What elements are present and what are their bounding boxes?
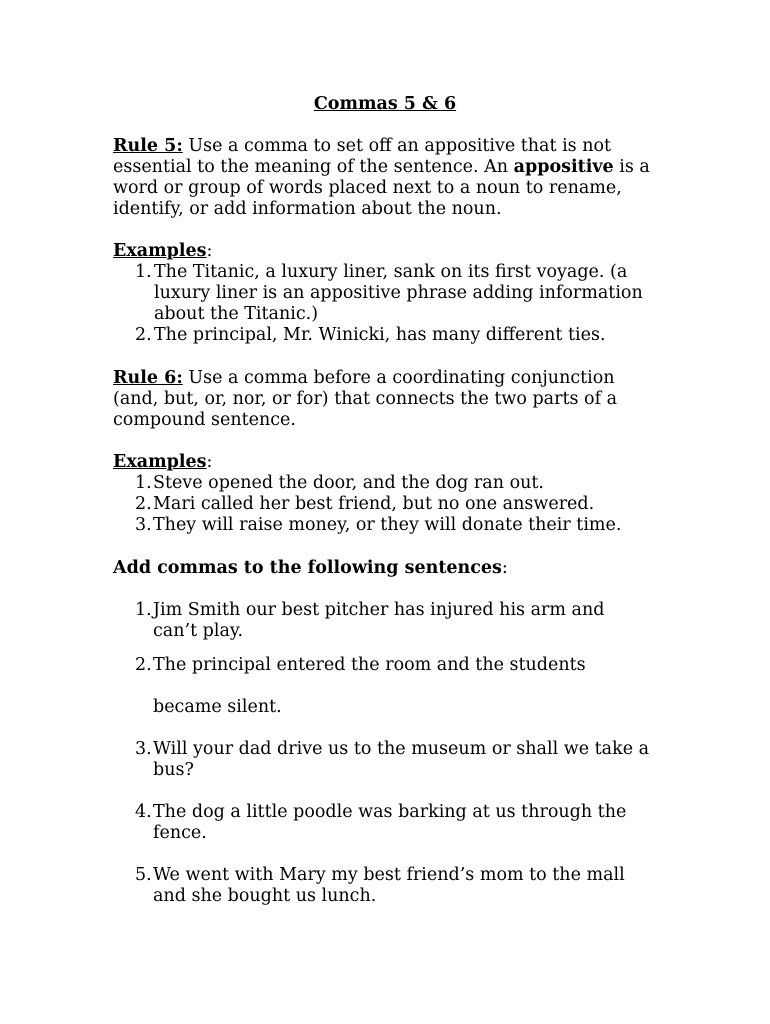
rule-5-text-before: Use a comma to set off an appositive that is not essential to the meaning of the sentence. An [113,136,612,177]
item-number: 4. [135,802,152,822]
exercise-item [113,600,653,642]
item-text: Jim Smith our best pitcher has injured his arm and can’t play. [153,600,605,641]
rule-5-label: Rule 5: [113,136,183,156]
rule-5-paragraph [113,136,653,220]
exercise-heading-text: Add commas to the following sentences [113,558,502,578]
examples-1-heading [113,241,653,262]
exercise-item [113,865,653,907]
list-item [113,515,653,536]
item-number: 1. [135,262,152,282]
examples-2-list [113,473,653,536]
item-number: 1. [135,600,152,620]
item-text: Mari called her best friend, but no one answered. [153,494,595,514]
item-number: 2. [135,494,152,514]
rule-5-text-after: is a word or group of words placed next to a noun to rename, identify, or add information about the noun. [113,157,650,219]
item-text: The Titanic, a luxury liner, sank on its first voyage. (a luxury liner is an appositive phrase adding information about the Titanic.) [154,262,643,324]
item-text: Will your dad drive us to the museum or shall we take a bus? [153,739,650,780]
item-number: 2. [135,325,152,345]
list-item [113,325,653,346]
examples-2-section [113,452,653,536]
item-number: 2. [135,655,152,675]
item-text: The principal, Mr. Winicki, has many different ties. [154,325,606,345]
examples-1-section [113,241,653,346]
rule-6-text: Use a comma before a coordinating conjunction (and, but, or, nor, or for) that connects the two parts of a compound sentence. [113,368,618,430]
list-item [113,262,653,325]
exercise-list [113,600,653,907]
exercise-heading [113,558,653,579]
examples-2-label: Examples [113,452,207,472]
appositive-term: appositive [513,157,614,177]
examples-1-label: Examples [113,241,207,261]
item-number: 1. [135,473,152,493]
exercise-item [113,739,653,781]
exercise-heading-colon: : [501,558,508,578]
examples-2-colon: : [206,452,213,472]
item-number: 3. [135,515,152,535]
exercise-item [113,802,653,844]
examples-1-colon: : [206,241,213,261]
item-number: 5. [135,865,152,885]
item-text: Steve opened the door, and the dog ran out. [153,473,544,493]
item-text-continued: became silent. [153,697,282,717]
examples-2-heading [113,452,653,473]
examples-1-list [113,262,653,346]
item-text: We went with Mary my best friend’s mom to the mall and she bought us lunch. [153,865,625,906]
list-item [113,473,653,494]
page-title: Commas 5 & 6 [313,94,457,114]
item-text: The principal entered the room and the students [153,655,586,675]
exercise-item [113,655,653,718]
item-number: 3. [135,739,152,759]
list-item [113,494,653,515]
rule-6-paragraph [113,368,653,431]
item-text: The dog a little poodle was barking at us through the fence. [153,802,627,843]
rule-6-label: Rule 6: [113,368,183,388]
item-text: They will raise money, or they will donate their time. [153,515,622,535]
